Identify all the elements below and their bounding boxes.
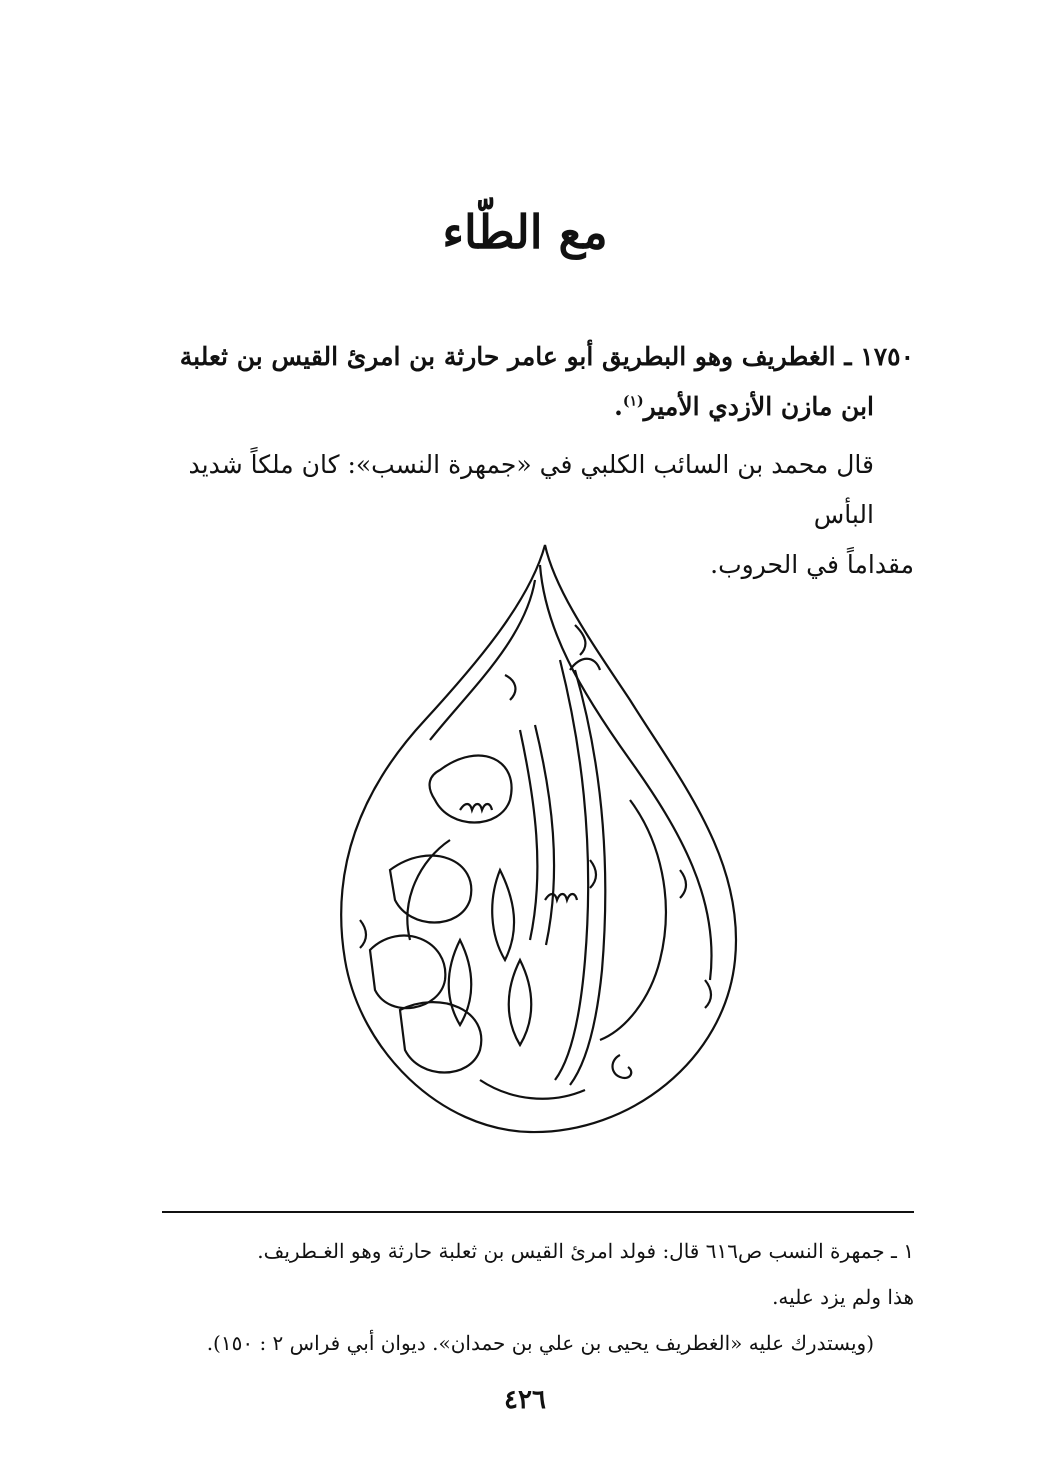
page-title: مع الطّاء — [442, 205, 608, 259]
footnote-line3: (ويستدرك عليه «الغطريف يحيى بن علي بن حمدان». ديوان أبي فراس ٢ : ١٥٠). — [206, 1331, 874, 1355]
footnotes — [154, 1228, 914, 1366]
entry-heading — [154, 332, 914, 432]
calligraphy-ornament-icon — [330, 540, 750, 1140]
footnote-divider — [162, 1211, 914, 1213]
entry-heading-line2: ابن مازن الأزدي الأمير$^{(١)}$. — [614, 392, 874, 421]
entry-body-line1: قال محمد بن السائب الكلبي في «جمهرة النسب»: كان ملكاً شديد البأس — [188, 450, 874, 529]
footnote-marker: (١) — [622, 393, 644, 410]
entry-body-line2: مقداماً في الحروب. — [710, 550, 914, 579]
footnote-line2: هذا ولم يزد عليه. — [772, 1285, 914, 1309]
page-number: ٤٢٦ — [504, 1385, 546, 1415]
entry-heading-line1: ١٧٥٠ ـ الغطريف وهو البطريق أبو عامر حارثة بن امرئ القيس بن ثعلبة — [179, 342, 914, 371]
footnote-line1: ١ ـ جمهرة النسب ص٦١٦ قال: فولد امرئ القيس بن ثعلبة حارثة وهو الغـطريف. — [257, 1239, 914, 1263]
